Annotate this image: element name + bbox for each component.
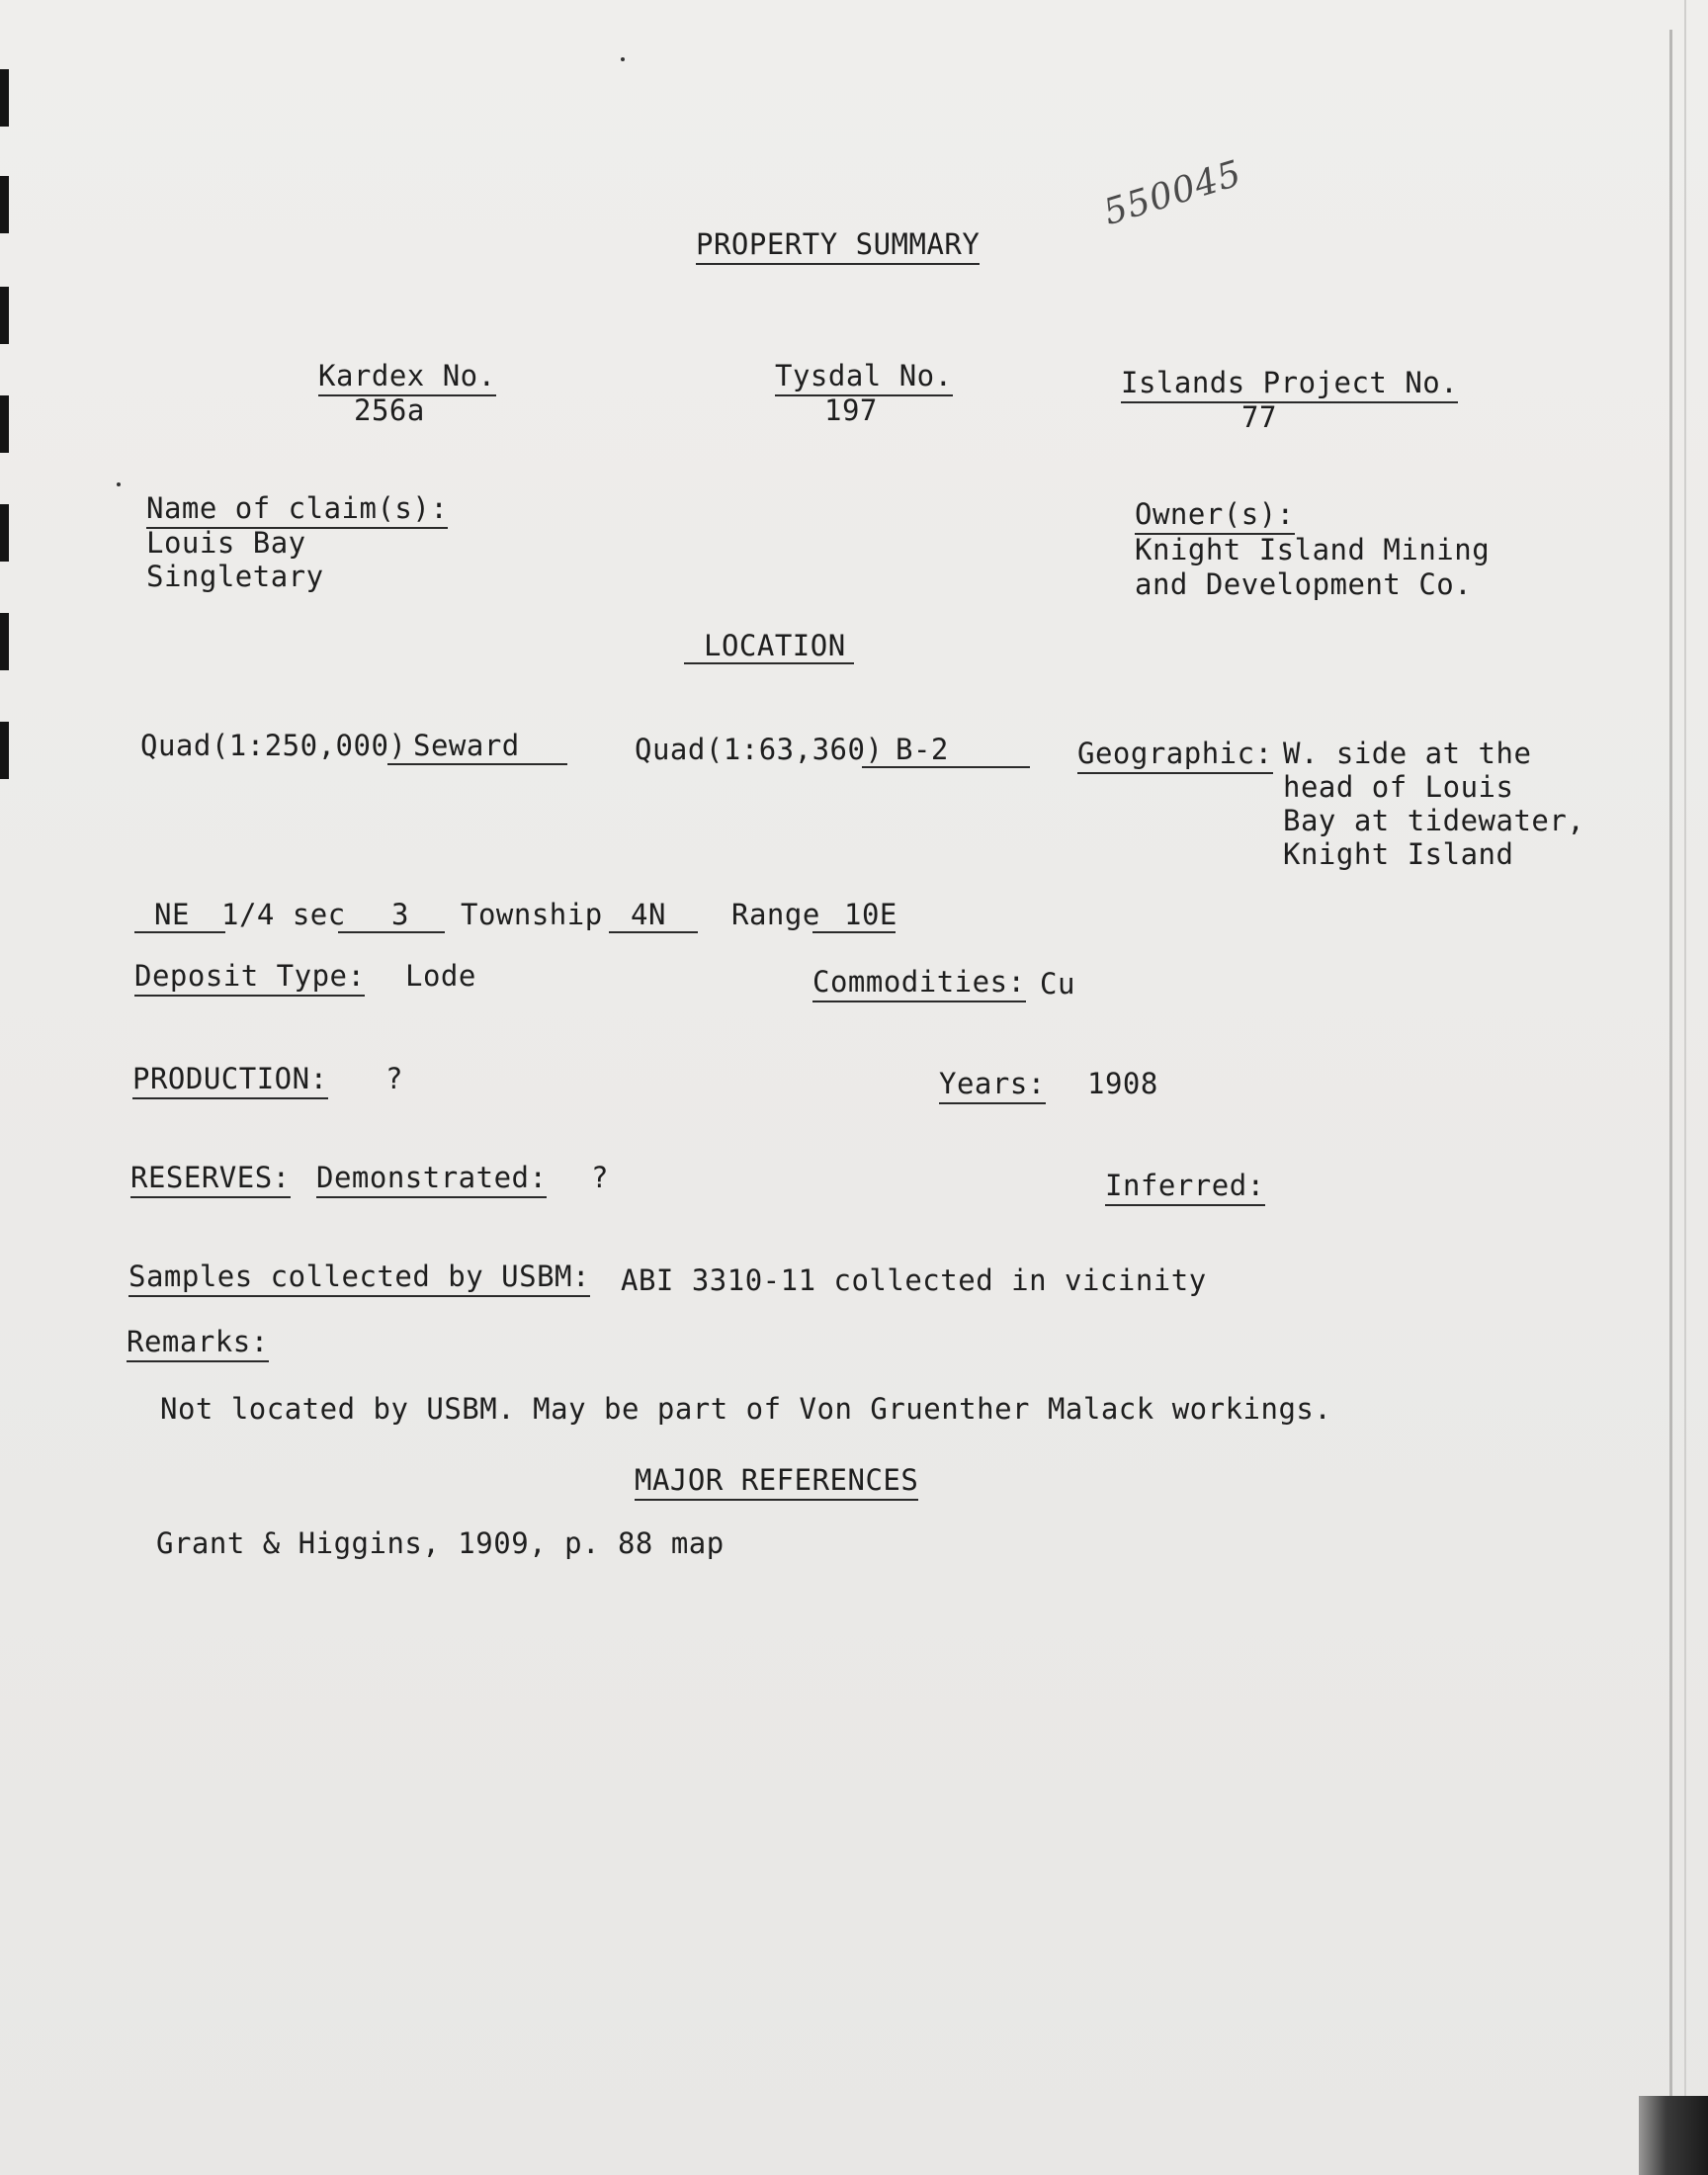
quad-250k-label: Quad(1:250,000) <box>140 729 407 762</box>
reserves-label: RESERVES: <box>130 1161 291 1198</box>
remarks-text: Not located by USBM. May be part of Von Gruenther Malack workings. <box>160 1392 1332 1426</box>
quad-63k-label: Quad(1:63,360) <box>635 733 884 766</box>
quarter-underline <box>134 931 225 933</box>
deposit-type-label: Deposit Type: <box>134 959 365 997</box>
section-value: 3 <box>391 898 409 931</box>
samples-value: ABI 3310-11 collected in vicinity <box>621 1263 1207 1297</box>
section-underline <box>338 931 445 933</box>
range-underline <box>812 931 896 933</box>
owners-label: Owner(s): <box>1135 497 1295 535</box>
tysdal-label: Tysdal No. <box>775 359 953 396</box>
quad-63k-value: B-2 <box>896 733 949 766</box>
commodities-label: Commodities: <box>812 965 1026 1002</box>
production-value: ? <box>385 1062 403 1095</box>
binder-mark <box>0 395 9 453</box>
demonstrated-value: ? <box>591 1161 609 1194</box>
geographic-line: Bay at tidewater, <box>1283 804 1585 837</box>
production-label: PRODUCTION: <box>132 1062 328 1099</box>
samples-label: Samples collected by USBM: <box>128 1260 590 1297</box>
demonstrated-label: Demonstrated: <box>316 1161 547 1198</box>
range-value: 10E <box>844 898 897 931</box>
binder-mark <box>0 69 9 127</box>
owner-line: and Development Co. <box>1135 567 1473 601</box>
location-heading: LOCATION <box>704 629 846 662</box>
township-underline <box>609 931 698 933</box>
binder-mark <box>0 287 9 344</box>
speck <box>621 57 625 61</box>
inferred-label: Inferred: <box>1105 1169 1265 1206</box>
quad-250k-value: Seward <box>413 729 520 762</box>
kardex-label: Kardex No. <box>318 359 496 396</box>
speck <box>117 482 121 486</box>
kardex-value: 256a <box>354 393 425 427</box>
binder-mark <box>0 504 9 562</box>
handwritten-stamp-number: 550045 <box>1099 152 1247 234</box>
location-underline <box>684 662 854 664</box>
range-label: Range <box>731 898 820 931</box>
township-value: 4N <box>631 898 666 931</box>
geographic-line: Knight Island <box>1283 837 1514 871</box>
remarks-label: Remarks: <box>127 1325 269 1362</box>
reference-item: Grant & Higgins, 1909, p. 88 map <box>156 1526 725 1560</box>
claim-name: Singletary <box>146 560 324 593</box>
binder-mark <box>0 613 9 670</box>
islands-project-value: 77 <box>1241 400 1277 434</box>
binder-mark <box>0 176 9 233</box>
tysdal-value: 197 <box>824 393 878 427</box>
quarter-value: NE <box>154 898 190 931</box>
islands-project-label: Islands Project No. <box>1121 366 1458 403</box>
page-edge <box>1684 0 1686 2175</box>
claims-label: Name of claim(s): <box>146 491 448 529</box>
quad-250k-underline <box>387 763 567 765</box>
geographic-line: W. side at the <box>1283 737 1532 770</box>
commodities-value: Cu <box>1040 967 1075 1000</box>
references-heading: MAJOR REFERENCES <box>635 1463 918 1501</box>
binder-mark <box>0 722 9 779</box>
geographic-line: head of Louis <box>1283 770 1514 804</box>
page-corner-shadow <box>1639 2096 1708 2175</box>
years-value: 1908 <box>1087 1067 1158 1100</box>
township-label: Township <box>461 898 603 931</box>
deposit-type-value: Lode <box>405 959 476 993</box>
page-title: PROPERTY SUMMARY <box>696 227 980 265</box>
page-edge <box>1669 30 1672 2135</box>
quarter-sec-label: 1/4 sec <box>221 898 346 931</box>
years-label: Years: <box>939 1067 1046 1104</box>
quad-63k-underline <box>862 766 1030 768</box>
geographic-label: Geographic: <box>1077 737 1273 774</box>
owner-line: Knight Island Mining <box>1135 533 1491 566</box>
claim-name: Louis Bay <box>146 526 306 560</box>
